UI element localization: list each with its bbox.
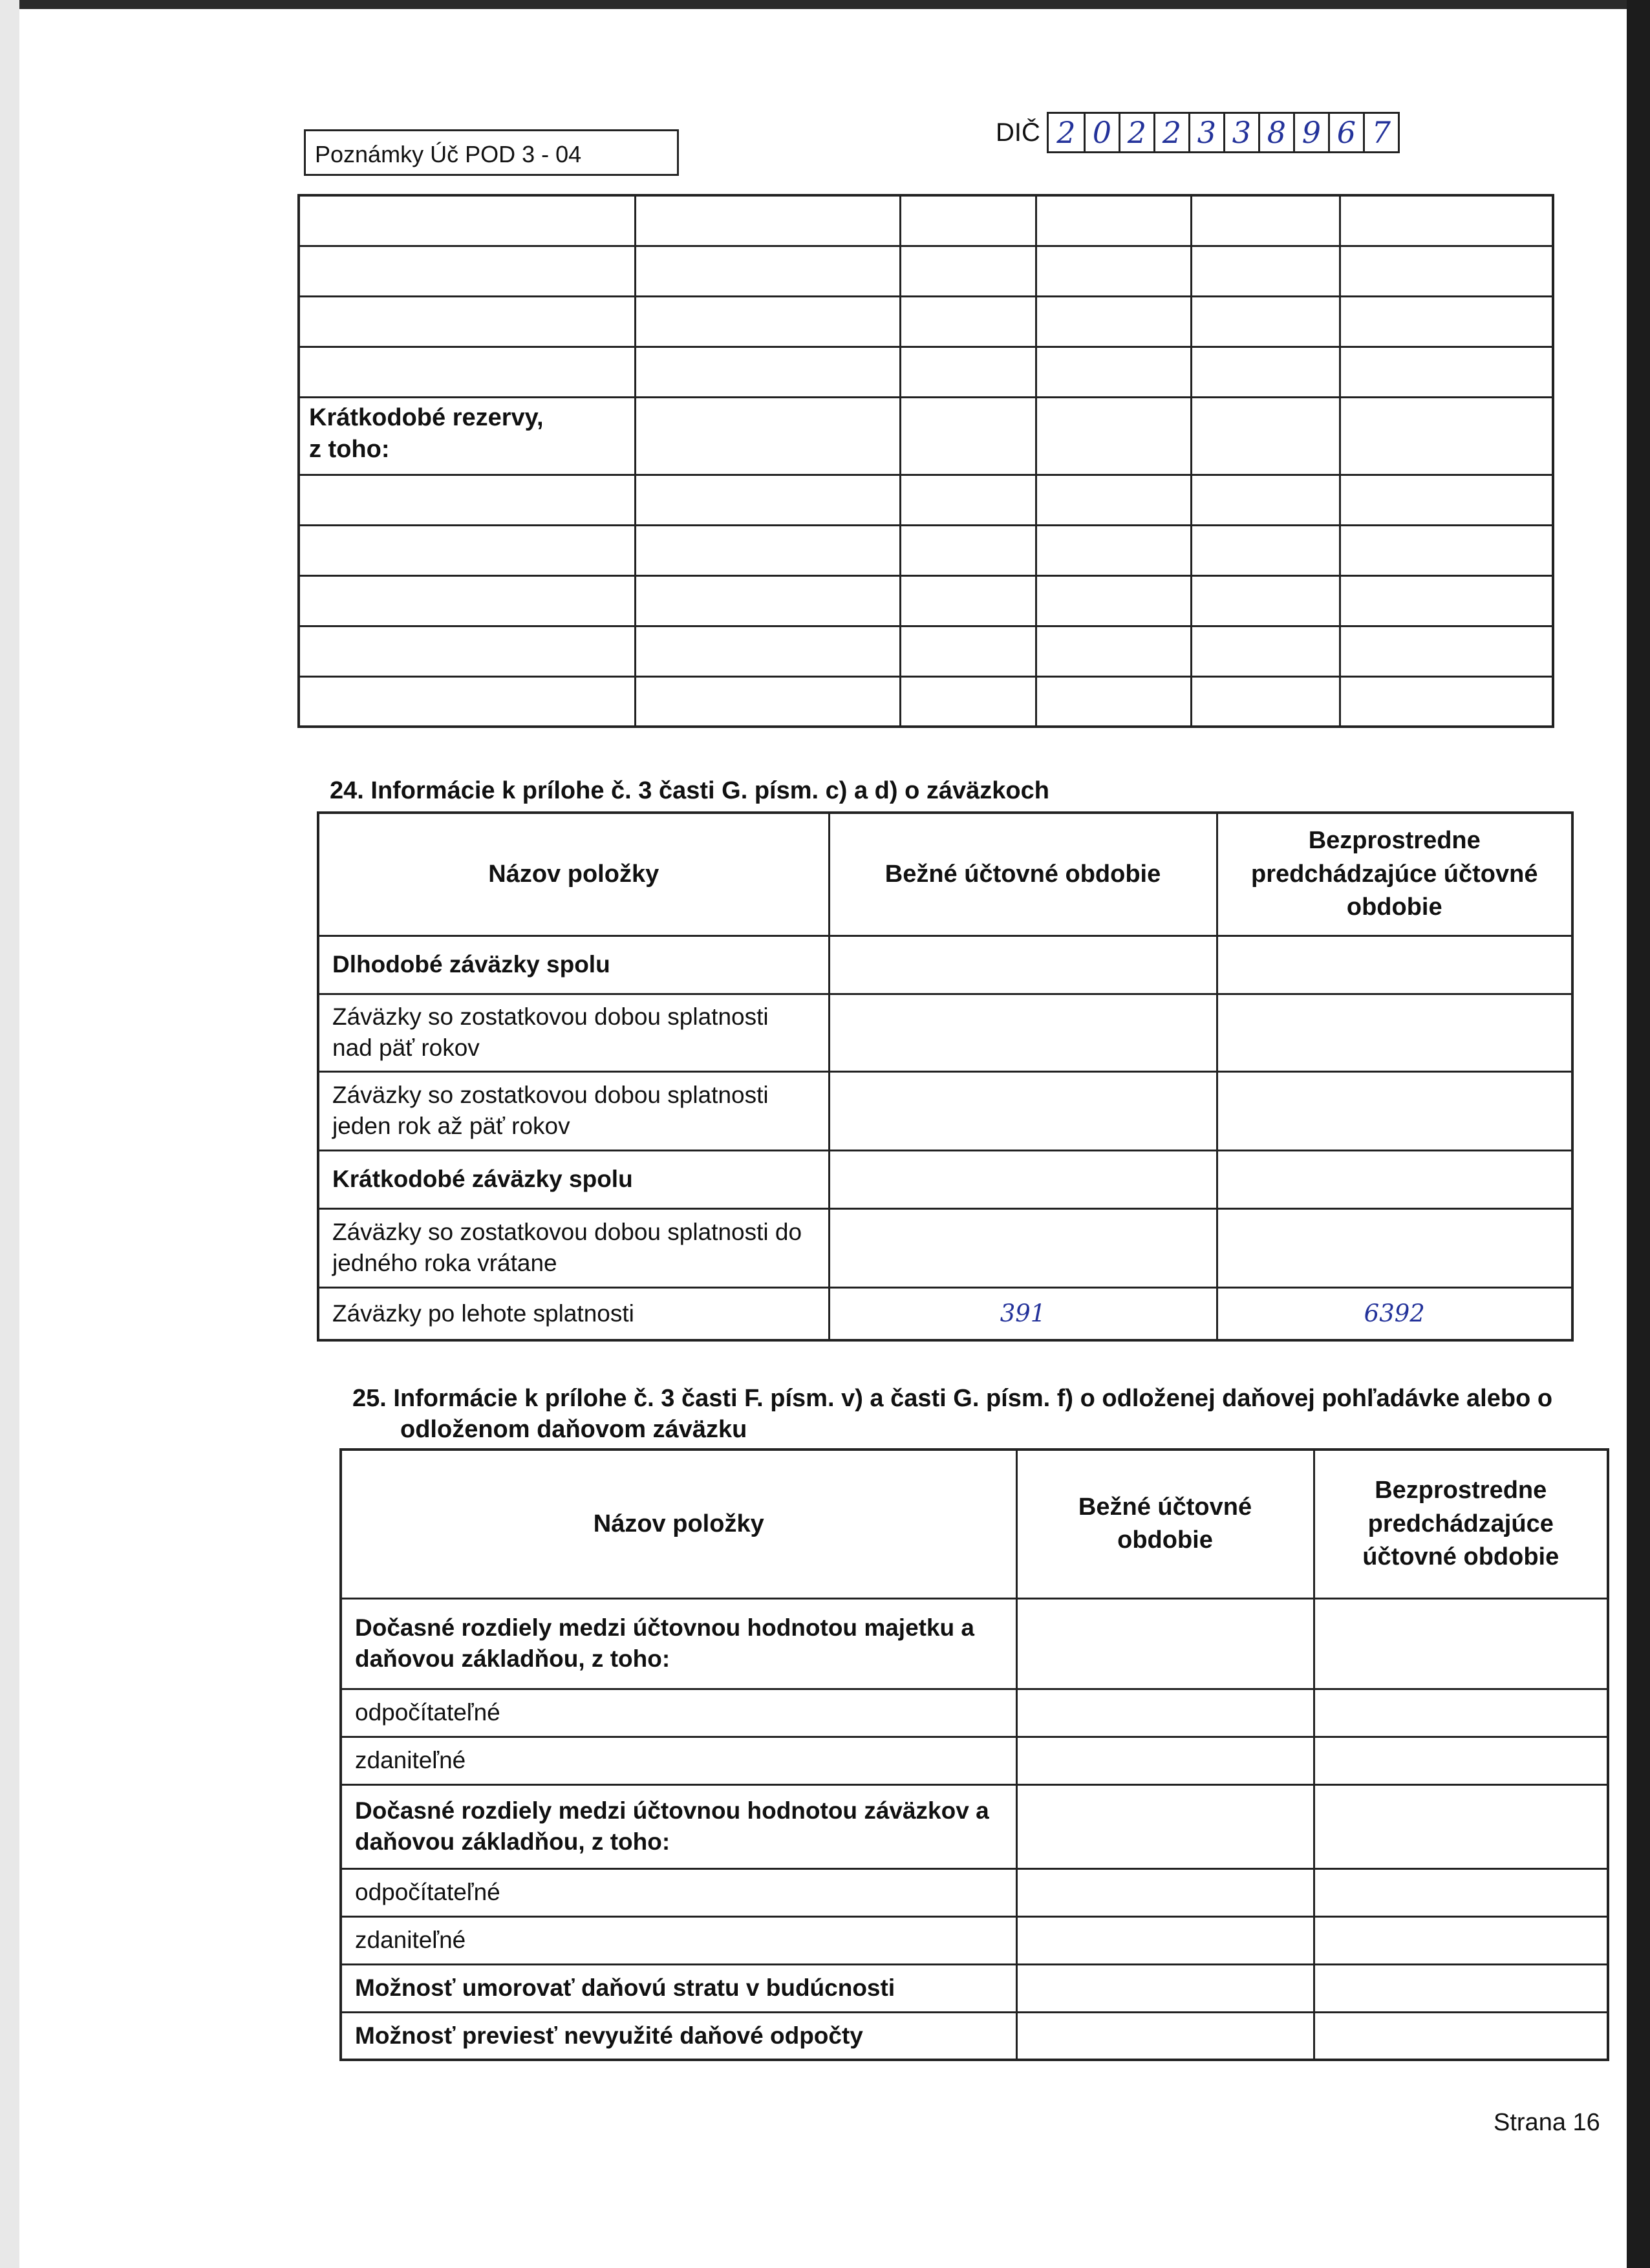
table-row	[341, 1737, 1608, 1784]
dic-digit: 0	[1084, 114, 1119, 151]
dic-digit: 9	[1293, 114, 1328, 151]
row-label: Záväzky po lehote splatnosti	[318, 1287, 829, 1340]
value-cell	[1217, 994, 1572, 1071]
row-label: Dočasné rozdiely medzi účtovnou hodnotou majetku a daňovou základňou, z toho:	[341, 1598, 1016, 1689]
section-25-title	[352, 1384, 1552, 1445]
dic-digit: 3	[1188, 114, 1223, 151]
scan-edge-left	[0, 0, 19, 2268]
table-row	[299, 525, 1553, 575]
table-row	[341, 1689, 1608, 1737]
col-previous-header: Bezprostredne predchádzajúce účtovné obdobie	[1217, 813, 1572, 936]
row-label: Dočasné rozdiely medzi účtovnou hodnotou záväzkov a daňovou základňou, z toho:	[341, 1784, 1016, 1868]
table-row	[318, 994, 1572, 1071]
table-row	[299, 475, 1553, 525]
dic-label: DIČ	[996, 118, 1040, 147]
row-label: zdaniteľné	[341, 1737, 1016, 1784]
section-24-title: 24. Informácie k prílohe č. 3 časti G. písm. c) a d) o záväzkoch	[330, 777, 1049, 804]
dic-digit: 6	[1328, 114, 1363, 151]
col-item-header: Názov položky	[318, 813, 829, 936]
row-label: Záväzky so zostatkovou dobou splatnosti jeden rok až päť rokov	[318, 1071, 829, 1150]
table-row	[318, 936, 1572, 994]
row-label: odpočítateľné	[341, 1689, 1016, 1737]
col-previous-header: Bezprostredne predchádzajúce účtovné obdobie	[1314, 1450, 1608, 1598]
dic-field	[996, 113, 1400, 152]
table-row	[341, 1964, 1608, 2012]
dic-digit: 8	[1258, 114, 1293, 151]
table-row	[341, 1916, 1608, 1964]
col-current-header: Bežné účtovné obdobie	[1016, 1450, 1314, 1598]
row-label: Krátkodobé záväzky spolu	[318, 1150, 829, 1208]
deferred-tax-table	[339, 1448, 1609, 2061]
table-row	[318, 1287, 1572, 1340]
form-label-box	[304, 129, 679, 176]
col-item-header: Názov položky	[341, 1450, 1016, 1598]
table-row	[299, 575, 1553, 626]
col-current-header: Bežné účtovné obdobie	[829, 813, 1217, 936]
table-row	[299, 195, 1553, 246]
row-label: Dlhodobé záväzky spolu	[318, 936, 829, 994]
table-row	[299, 397, 1553, 475]
short-term-reserves-label: Krátkodobé rezervy, z toho:	[299, 397, 635, 475]
table-row	[341, 1868, 1608, 1916]
dic-digit: 3	[1223, 114, 1258, 151]
value-cell	[829, 936, 1217, 994]
row-label: Záväzky so zostatkovou dobou splatnosti do jedného roka vrátane	[318, 1208, 829, 1287]
section-25-title-line2: odloženom daňovom záväzku	[400, 1415, 747, 1443]
form-label: Poznámky Úč POD 3 - 04	[315, 141, 582, 167]
value-cell	[829, 1071, 1217, 1150]
row-label: zdaniteľné	[341, 1916, 1016, 1964]
row-label: Možnosť previesť nevyužité daňové odpočty	[341, 2012, 1016, 2060]
liabilities-table	[317, 811, 1574, 1342]
table-header-row	[318, 813, 1572, 936]
table-row	[299, 676, 1553, 727]
section-25-title-line1: 25. Informácie k prílohe č. 3 časti F. písm. v) a časti G. písm. f) o odloženej daňovej pohľadávke alebo o	[352, 1385, 1553, 1412]
value-cell	[829, 1150, 1217, 1208]
value-cell	[1217, 1071, 1572, 1150]
value-cell	[829, 1208, 1217, 1287]
reserves-table	[297, 194, 1554, 728]
scan-edge-top	[0, 0, 1650, 9]
table-row	[318, 1150, 1572, 1208]
handwritten-value-previous: 6392	[1217, 1287, 1572, 1340]
scan-edge-right	[1627, 0, 1650, 2268]
row-label: Možnosť umorovať daňovú stratu v budúcnosti	[341, 1964, 1016, 2012]
value-cell	[1217, 936, 1572, 994]
row-label: Záväzky so zostatkovou dobou splatnosti nad päť rokov	[318, 994, 829, 1071]
row-label: odpočítateľné	[341, 1868, 1016, 1916]
table-row	[341, 2012, 1608, 2060]
dic-digit: 7	[1363, 114, 1398, 151]
table-row	[318, 1071, 1572, 1150]
table-row	[299, 296, 1553, 347]
dic-digit: 2	[1056, 115, 1076, 150]
value-cell	[829, 994, 1217, 1071]
value-cell	[1217, 1150, 1572, 1208]
table-row	[299, 626, 1553, 676]
dic-digit: 2	[1153, 114, 1188, 151]
dic-digit: 2	[1119, 114, 1153, 151]
page-number: Strana 16	[1494, 2109, 1600, 2136]
value-cell	[1217, 1208, 1572, 1287]
table-header-row	[341, 1450, 1608, 1598]
table-row	[341, 1598, 1608, 1689]
handwritten-value-current: 391	[829, 1287, 1217, 1340]
table-row	[318, 1208, 1572, 1287]
table-row	[341, 1784, 1608, 1868]
table-row	[299, 347, 1553, 397]
dic-digit-boxes	[1047, 112, 1400, 153]
table-row	[299, 246, 1553, 296]
